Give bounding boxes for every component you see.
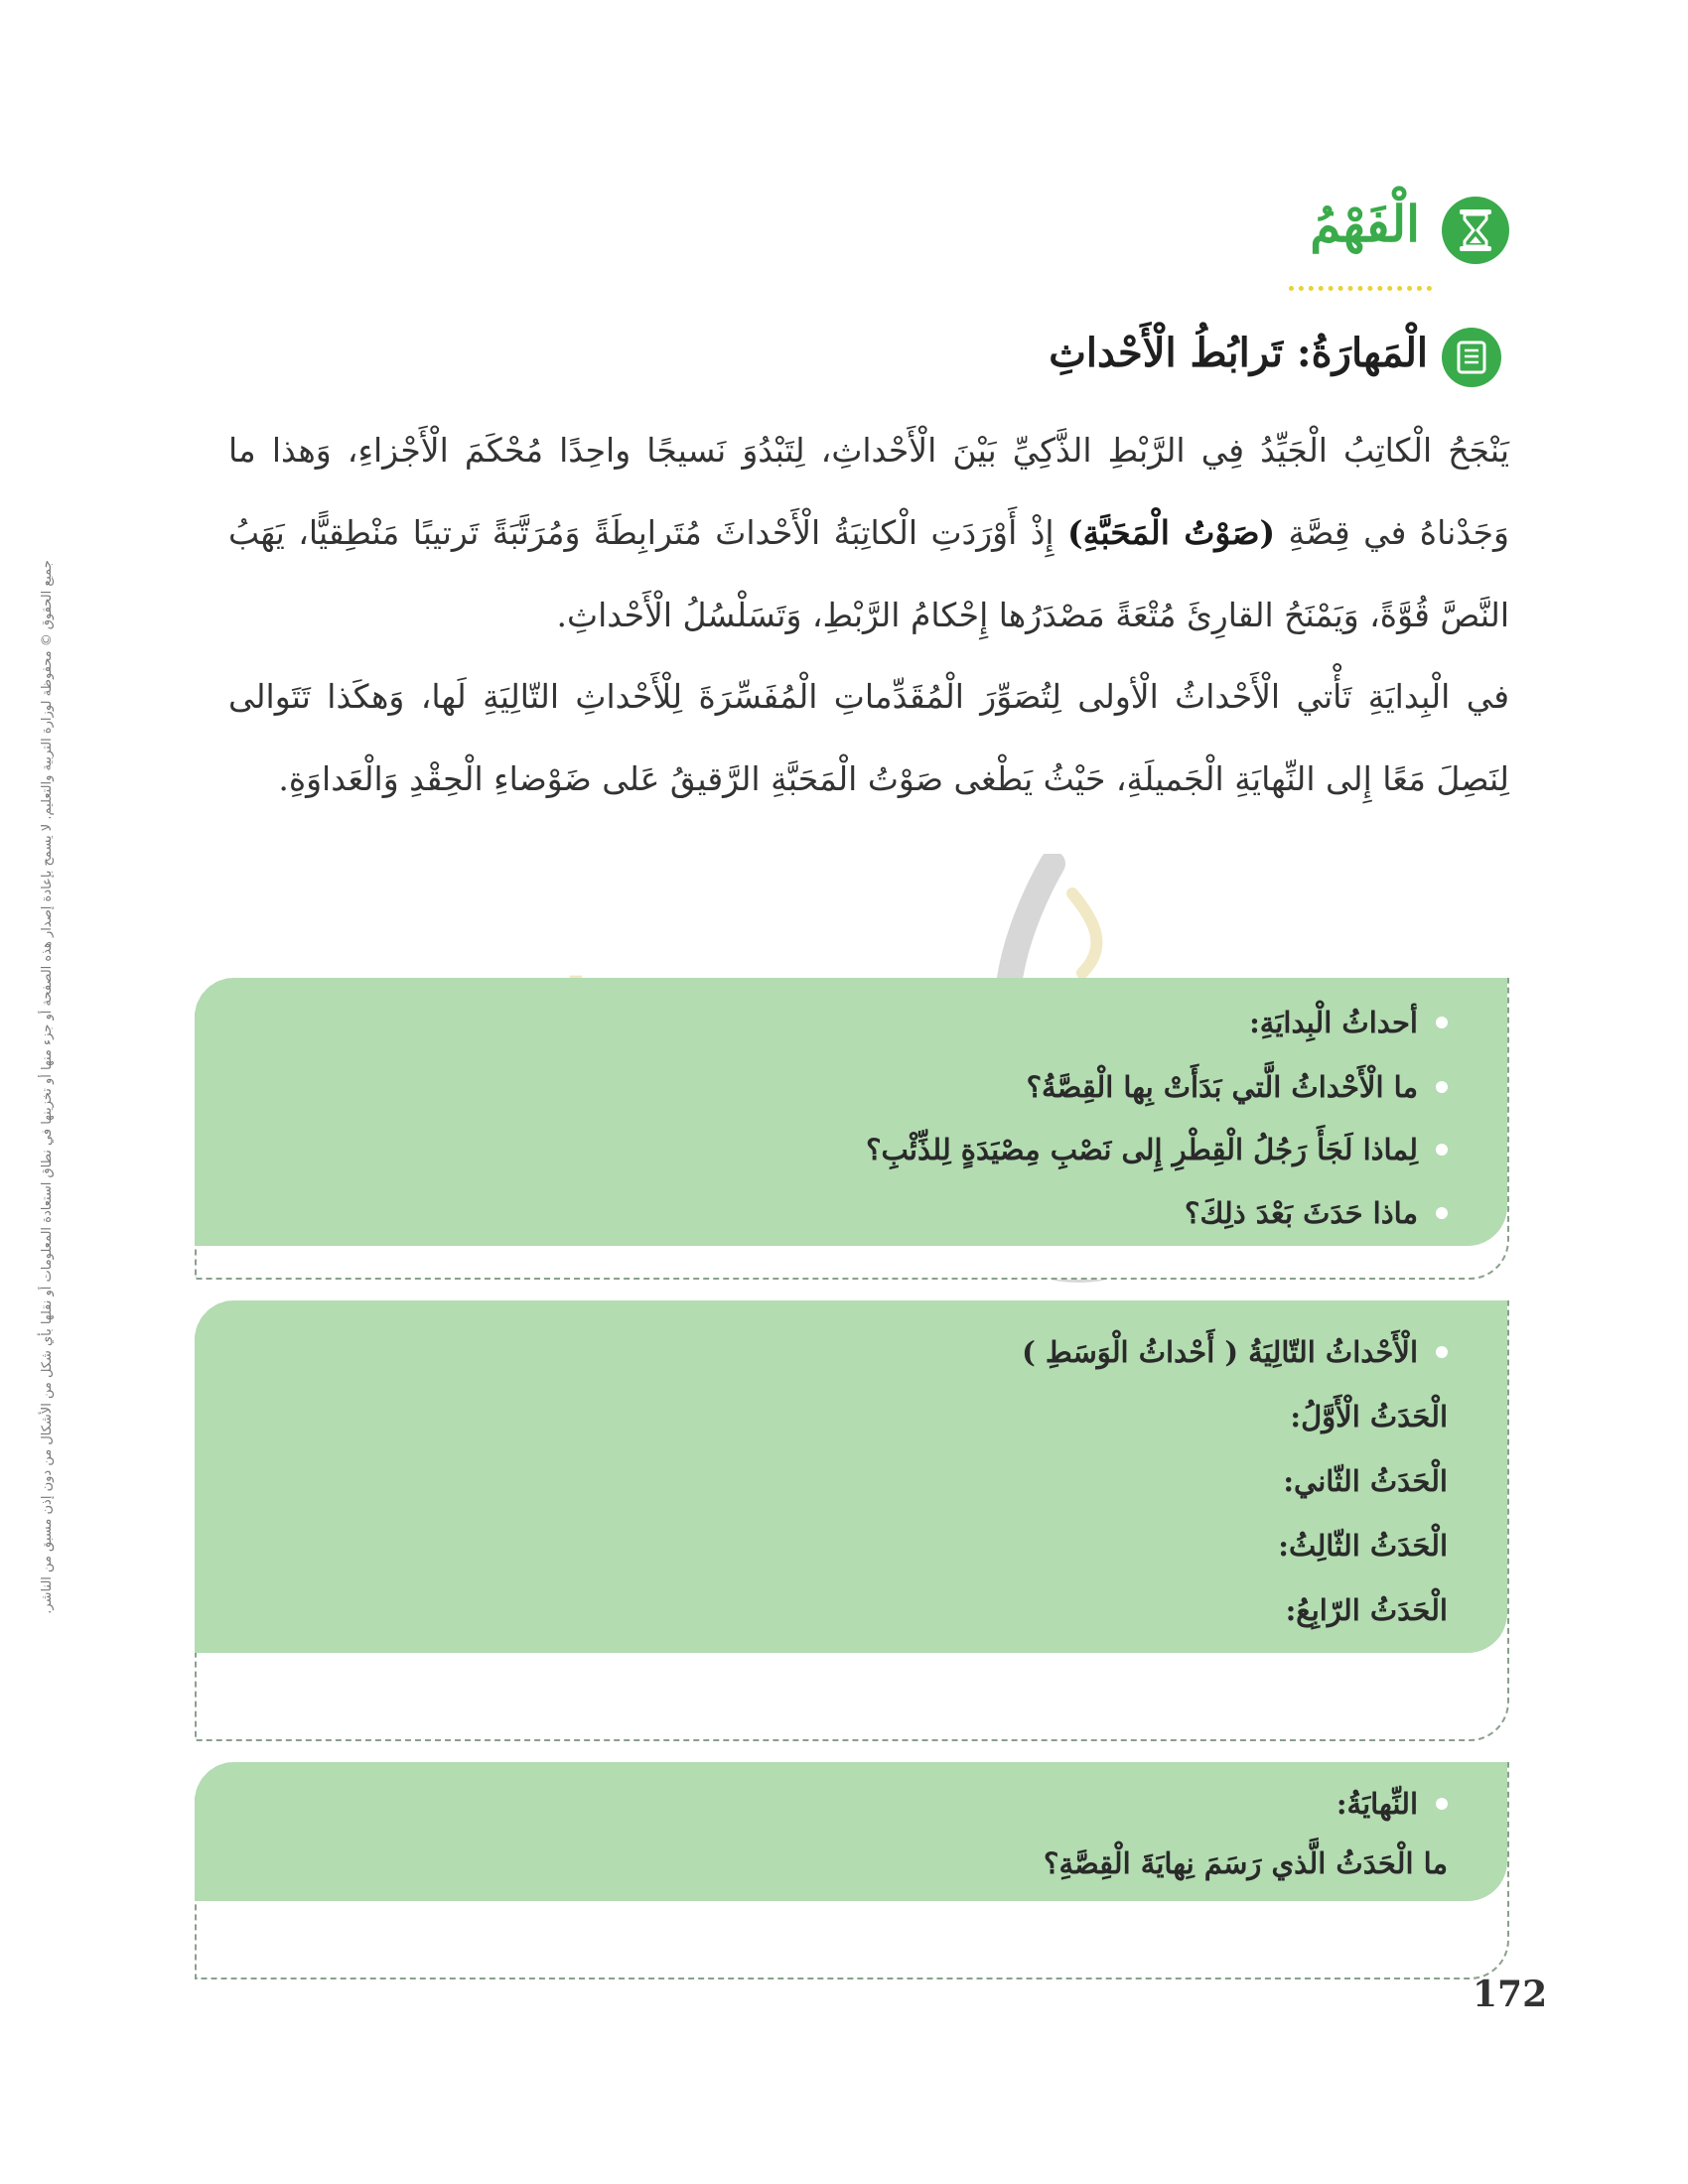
ending-question <box>1044 1846 1448 1880</box>
skill-name: تَرابُطُ الْأَحْداثِ <box>1049 330 1283 376</box>
ending-question-text: ما الْحَدَثُ الَّذي رَسَمَ نِهايَةَ الْقِصَّةِ؟ <box>1044 1846 1448 1880</box>
paragraph-1-part1: يَنْجَحُ الْكاتِبُ الْجَيِّدُ فِي الرَّبْطِ الذَّكِيِّ بَيْنَ الْأَحْداثِ، لِتَبْدُوَ نَسيجًا واحِدًا مُحْكَمَ الْأَجْزاءِ، وَهذا ما وَجَدْناهُ في قِصَّةِ <box>228 431 1509 552</box>
event-1 <box>1290 1400 1448 1433</box>
event-4-text: الْحَدَثُ الرّابِعُ: <box>1285 1593 1448 1627</box>
page-number: 172 <box>1473 1974 1548 2015</box>
event-2-text: الْحَدَثُ الثّاني: <box>1283 1464 1448 1498</box>
copyright-note: جميع الحقوق © محفوظة لوزارة التربية والتعليم. لا يسمح بإعادة إصدار هذه الصفحة أو جزء منها أو تخزينها في نطاق استعادة المعلومات أو نقلها بأي شكل من الأشكال من دون إذن مسبق من الناشر. <box>40 560 55 1614</box>
title-underline <box>1289 286 1432 291</box>
bullet-icon <box>1436 1144 1448 1156</box>
question-2-text: لِماذا لَجَأَ رَجُلُ الْقِطْرِ إِلى نَصْبِ مِصْيَدَةٍ لِلذِّئْبِ؟ <box>866 1133 1418 1166</box>
paragraph-1 <box>228 409 1509 656</box>
event-4 <box>1286 1593 1448 1627</box>
bullet-icon <box>1436 1207 1448 1219</box>
paragraph-1-part2: إِذْ أَوْرَدَتِ الْكاتِبَةُ الْأَحْداثَ مُتَرابِطَةً وَمُرَتَّبَةً تَرتيبًا مَنْطِقيًّا، يَهَبُ النَّصَّ قُوَّةً، وَيَمْنَحُ القارِئَ مُتْعَةً مَصْدَرُها إِحْكامُ الرَّبْطِ، وَتَسَلْسُلُ الْأَحْداثِ. <box>228 513 1509 634</box>
middle-events-fill <box>195 1300 1507 1653</box>
paragraph-2: في الْبِدايَةِ تَأْتي الْأَحْداثُ الْأولى لِتُصَوِّرَ الْمُقَدِّماتِ الْمُفَسِّرَةَ لِلْأَحْداثِ التّالِيَةِ لَها، وَهكَذا تَتَوالى لِنَصِلَ مَعًا إِلى النِّهايَةِ الْجَميلَةِ، حَيْثُ يَطْغى صَوْتُ الْمَحَبَّةِ الرَّقيقُ عَلى ضَوْضاءِ الْحِقْدِ وَالْعَداوَةِ. <box>228 677 1509 798</box>
question-3-text: ماذا حَدَثَ بَعْدَ ذلِكَ؟ <box>1185 1196 1418 1230</box>
beginning-heading-text: أحداثُ الْبِدايَةِ: <box>1249 1006 1418 1039</box>
ending-fill <box>195 1762 1507 1901</box>
beginning-events-fill <box>195 978 1507 1246</box>
event-1-text: الْحَدَثُ الْأَوَّلُ: <box>1290 1400 1448 1433</box>
skill-label: الْمَهارَةُ: <box>1296 330 1428 376</box>
middle-heading <box>1022 1335 1448 1369</box>
skill-title <box>1049 330 1428 376</box>
event-3 <box>1278 1529 1448 1563</box>
question-2 <box>866 1133 1448 1166</box>
story-title: (صَوْتُ الْمَحَبَّةِ) <box>1067 513 1276 552</box>
question-3 <box>1185 1196 1448 1230</box>
question-1-text: ما الْأَحْداثُ الَّتي بَدَأَتْ بِها الْقِصَّةُ؟ <box>1026 1070 1418 1104</box>
ending-heading-text: النِّهايَةُ: <box>1336 1787 1418 1821</box>
middle-heading-text: الْأَحْداثُ التّالِيَةُ ( أَحْداثُ الْوَسَطِ ) <box>1022 1335 1418 1369</box>
question-1 <box>1027 1070 1448 1104</box>
beginning-heading <box>1249 1006 1448 1039</box>
hourglass-icon <box>1442 197 1509 264</box>
ending-heading <box>1336 1787 1448 1821</box>
bullet-icon <box>1436 1798 1448 1810</box>
event-3-text: الْحَدَثُ الثّالِثُ: <box>1278 1529 1448 1563</box>
event-2 <box>1283 1464 1448 1498</box>
document-icon <box>1442 328 1501 387</box>
section-title: الْفَهْمُ <box>1310 195 1420 253</box>
bullet-icon <box>1436 1017 1448 1028</box>
bullet-icon <box>1436 1081 1448 1093</box>
bullet-icon <box>1436 1346 1448 1358</box>
